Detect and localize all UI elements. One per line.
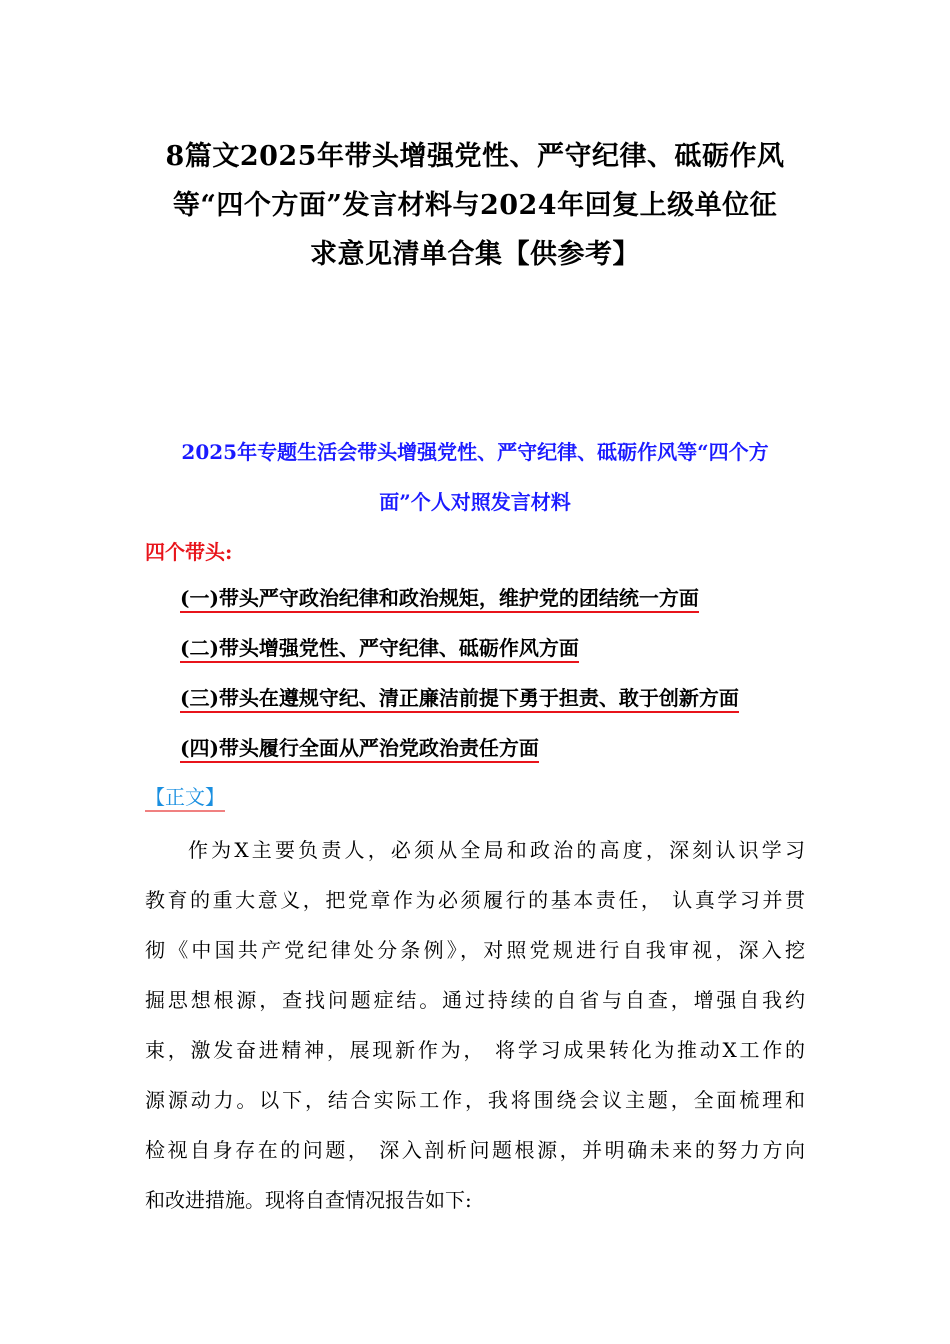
body-line: 掘思想根源，查找问题症结。通过持续的自省与自查，增强自我约	[145, 988, 805, 1012]
title-line: 8篇文2025年带头增强党性、严守纪律、砥砺作风	[165, 141, 785, 172]
title-line: 求意见清单合集【供参考】	[310, 239, 640, 270]
title-line: 等“四个方面”发言材料与2024年回复上级单位征	[172, 190, 778, 221]
toc-link-3[interactable]: (三)带头在遵规守纪、清正廉洁前提下勇于担责、敢于创新方面	[180, 685, 739, 713]
body-line: 束，激发奋进精神，展现新作为， 将学习成果转化为推动X工作的	[145, 1038, 805, 1062]
toc-link-2[interactable]: (二)带头增强党性、严守纪律、砥砺作风方面	[180, 635, 579, 663]
four-leads-label: 四个带头:	[145, 540, 233, 564]
body-anchor-link[interactable]: 【正文】	[145, 784, 225, 812]
subtitle-line: 面”个人对照发言材料	[379, 490, 571, 514]
body-line: 教育的重大意义，把党章作为必须履行的基本责任， 认真学习并贯	[145, 888, 805, 912]
subtitle-line: 2025年专题生活会带头增强党性、严守纪律、砥砺作风等“四个方	[181, 440, 769, 464]
toc-link-4[interactable]: (四)带头履行全面从严治党政治责任方面	[180, 735, 539, 763]
body-line: 作为X主要负责人，必须从全局和政治的高度，深刻认识学习	[188, 838, 805, 862]
body-line: 源源动力。以下，结合实际工作，我将围绕会议主题，全面梳理和	[145, 1088, 805, 1112]
body-line: 和改进措施。现将自查情况报告如下:	[145, 1188, 472, 1212]
body-line: 彻《中国共产党纪律处分条例》，对照党规进行自我审视，深入挖	[145, 938, 805, 962]
body-line: 检视自身存在的问题， 深入剖析问题根源，并明确未来的努力方向	[145, 1138, 805, 1162]
toc-link-1[interactable]: (一)带头严守政治纪律和政治规矩，维护党的团结统一方面	[180, 585, 699, 613]
